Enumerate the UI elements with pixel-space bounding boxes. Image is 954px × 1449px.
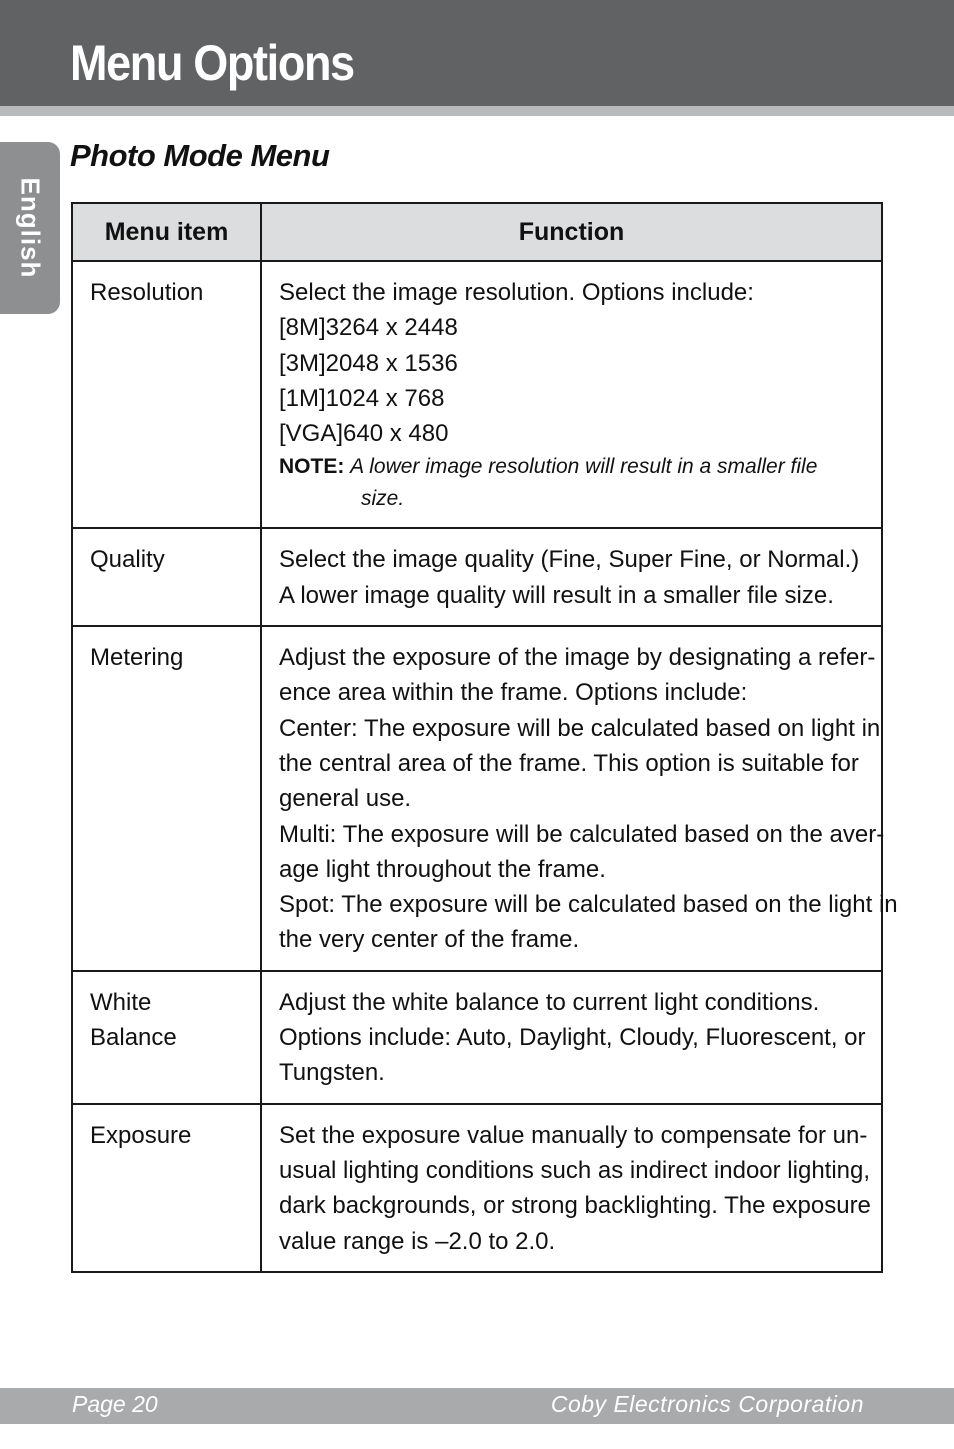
function-line: Select the image resolution. Options include: [279,279,754,306]
function-line: [8M]3264 x 2448 [279,314,458,342]
row-item-white-balance: White Balance [72,971,261,1104]
function-line: ence area within the frame. Options include: [279,679,748,707]
column-header-menu-item: Menu item [72,203,261,261]
function-line: Multi: The exposure will be calculated based on the aver- [279,820,885,848]
language-tab-label: English [15,177,46,279]
function-line: the very center of the frame. [279,926,580,954]
function-line: Set the exposure value manually to compensate for un- [279,1121,868,1149]
header-divider [0,106,954,116]
table-row [72,528,882,626]
language-tab [0,142,60,314]
row-item-exposure: Exposure [72,1104,261,1272]
note-label: NOTE: [279,455,345,479]
function-line: age light throughout the frame. [279,855,606,883]
function-line: dark backgrounds, or strong backlighting. The exposure [279,1192,871,1220]
function-line: Tungsten. [279,1059,385,1087]
page-header [0,0,954,106]
function-line: Options include: Auto, Daylight, Cloudy, Fluorescent, or [279,1024,866,1052]
section-title: Photo Mode Menu [70,138,330,173]
function-line: [1M]1024 x 768 [279,384,445,412]
row-item-metering: Metering [72,626,261,971]
function-line: usual lighting conditions such as indirect indoor lighting, [279,1156,871,1184]
table-header-row [72,203,882,261]
row-function-white-balance [261,971,882,1104]
note [279,451,865,515]
note-text: A lower image resolution will result in a smaller file size. [350,455,818,511]
table-row [72,971,882,1104]
function-line: value range is –2.0 to 2.0. [279,1227,556,1255]
table-row [72,261,882,528]
row-function-metering [261,626,898,971]
function-line: Spot: The exposure will be calculated based on the light in [279,891,898,919]
row-function-resolution [261,261,882,528]
menu-options-table [71,202,898,1273]
row-function-quality [261,528,882,626]
function-line: Adjust the white balance to current light conditions. [279,988,820,1016]
page-number: Page 20 [72,1391,158,1417]
column-header-function: Function [261,203,882,261]
function-line: [VGA]640 x 480 [279,420,449,448]
row-item-resolution: Resolution [72,261,261,528]
table-row [72,1104,882,1272]
row-function-exposure [261,1104,882,1272]
function-line: general use. [279,785,412,813]
company-name: Coby Electronics Corporation [550,1391,864,1417]
function-line: Adjust the exposure of the image by designating a refer- [279,644,876,672]
page-title: Menu Options [70,35,354,91]
page-footer [0,1388,954,1424]
row-item-quality: Quality [72,528,261,626]
function-line: Select the image quality (Fine, Super Fine, or Normal.) [279,546,860,574]
table-row [72,626,882,971]
function-line: the central area of the frame. This option is suitable for [279,749,859,777]
function-line: Center: The exposure will be calculated based on light in [279,714,881,742]
function-line: A lower image quality will result in a smaller file size. [279,581,834,609]
function-line: [3M]2048 x 1536 [279,349,458,377]
